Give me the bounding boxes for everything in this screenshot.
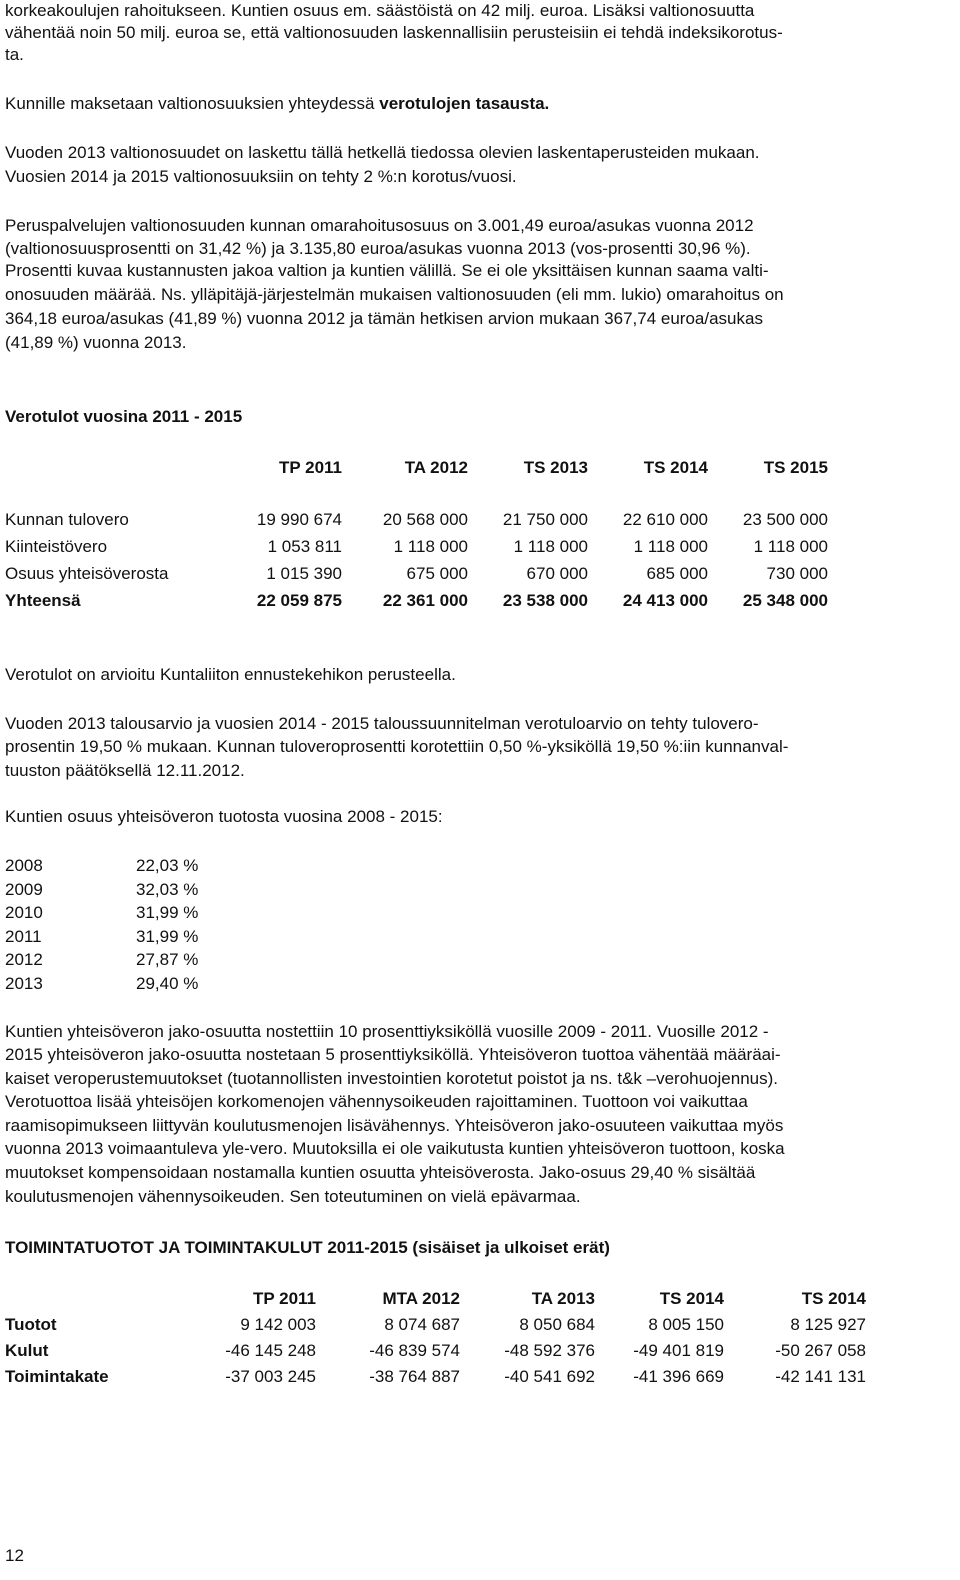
share-year: 2011	[5, 927, 42, 946]
share-year: 2009	[5, 880, 43, 899]
share-value: 31,99 %	[136, 903, 199, 922]
op-col-header: TS 2014	[659, 1289, 724, 1308]
share-value: 22,03 %	[136, 856, 199, 875]
paragraph-line: muutokset kompensoidaan nostamalla kuntien osuutta yhteisöverosta. Jako-osuus 29,40 % sisältää	[5, 1163, 756, 1182]
op-table-title: TOIMINTATUOTOT JA TOIMINTAKULUT 2011-2015 (sisäiset ja ulkoiset erät)	[5, 1238, 610, 1257]
table-total-cell: 22 059 875	[256, 591, 342, 610]
table-row-label: Tuotot	[5, 1315, 57, 1334]
table-total-label: Yhteensä	[5, 591, 81, 610]
paragraph-line: kaiset veroperustemuutokset (tuotannollisten investointien korotetut poistot ja ns. t&k –verohuojennus).	[5, 1069, 778, 1088]
table-cell: 1 118 000	[633, 537, 708, 556]
share-year: 2012	[5, 950, 43, 969]
paragraph-line: Vuoden 2013 talousarvio ja vuosien 2014 - 2015 taloussuunnitelman verotuloarvio on tehty tulovero-	[5, 714, 759, 733]
table-cell: -37 003 245	[225, 1367, 316, 1386]
paragraph-text: Kunnille maksetaan valtionosuuksien yhteydessä	[5, 94, 380, 113]
table-total-cell: 23 538 000	[502, 591, 588, 610]
table-cell: -42 141 131	[775, 1367, 866, 1386]
paragraph-line: vuonna 2013 voimaantuleva yle-vero. Muutoksilla ei ole vaikutusta kuntien yhteisöveron tuottoon, koska	[5, 1139, 785, 1158]
paragraph-line: Vuosien 2014 ja 2015 valtionosuuksiin on tehty 2 %:n korotus/vuosi.	[5, 167, 517, 186]
table-cell: -49 401 819	[633, 1341, 724, 1360]
tax-col-header: TS 2013	[523, 458, 588, 477]
op-col-header: TP 2011	[252, 1289, 316, 1308]
paragraph-line: tuuston päätöksellä 12.11.2012.	[5, 761, 245, 780]
table-total-cell: 24 413 000	[622, 591, 708, 610]
share-value: 27,87 %	[136, 950, 199, 969]
tax-col-header: TA 2012	[404, 458, 468, 477]
share-value: 32,03 %	[136, 880, 199, 899]
share-value: 31,99 %	[136, 927, 199, 946]
table-cell: 1 053 811	[267, 537, 342, 556]
paragraph-line: Kuntien yhteisöveron jako-osuutta nostettiin 10 prosenttiyksiköllä vuosille 2009 - 2011. Vuosille 2012 -	[5, 1022, 769, 1041]
paragraph-line: Vuoden 2013 valtionosuudet on laskettu tällä hetkellä tiedossa olevien laskentaperusteiden mukaan.	[5, 143, 760, 162]
tax-table-title: Verotulot vuosina 2011 - 2015	[5, 407, 243, 426]
table-cell: 19 990 674	[256, 510, 342, 529]
table-cell: 730 000	[766, 564, 828, 583]
table-cell: -48 592 376	[504, 1341, 595, 1360]
table-cell: 21 750 000	[502, 510, 588, 529]
table-cell: 675 000	[406, 564, 468, 583]
paragraph-line: (41,89 %) vuonna 2013.	[5, 333, 187, 352]
paragraph-line: koulutusmenojen vähennysoikeuden. Sen toteutuminen on vielä epävarmaa.	[5, 1187, 581, 1206]
share-year: 2010	[5, 903, 43, 922]
table-cell: 8 050 684	[519, 1315, 595, 1334]
table-cell: -46 145 248	[225, 1341, 316, 1360]
table-cell: 8 005 150	[648, 1315, 724, 1334]
table-cell: -46 839 574	[369, 1341, 460, 1360]
table-cell: -38 764 887	[369, 1367, 460, 1386]
op-col-header: TS 2014	[801, 1289, 866, 1308]
paragraph-line: prosentin 19,50 % mukaan. Kunnan tuloveroprosentti korotettiin 0,50 %-yksiköllä 19,50 %:iin kunnanval-	[5, 737, 789, 756]
paragraph-line: vähentää noin 50 milj. euroa se, että valtionosuuden laskennallisiin perusteisiin ei tehdä indeksikorotus-	[5, 23, 783, 42]
table-cell: -50 267 058	[775, 1341, 866, 1360]
tax-col-header: TS 2015	[763, 458, 828, 477]
table-cell: 9 142 003	[240, 1315, 316, 1334]
paragraph-line: raamisopimukseen liittyvän koulutusmenojen lisävähennys. Yhteisöveron jako-osuuteen vaikuttaa myös	[5, 1116, 784, 1135]
paragraph-line: onosuuden määrää. Ns. ylläpitäjä-järjestelmän mukaisen valtionosuuden (eli mm. lukio) omarahoitus on	[5, 285, 784, 304]
share-value: 29,40 %	[136, 974, 199, 993]
table-cell: 1 118 000	[513, 537, 588, 556]
table-total-cell: 22 361 000	[382, 591, 468, 610]
paragraph-line: Kuntien osuus yhteisöveron tuotosta vuosina 2008 - 2015:	[5, 807, 443, 826]
paragraph-line: (valtionosuusprosentti on 31,42 %) ja 3.135,80 euroa/asukas vuonna 2013 (vos-prosentti 30,96 %).	[5, 239, 751, 258]
paragraph-line: 364,18 euroa/asukas (41,89 %) vuonna 2012 ja tämän hetkisen arvion mukaan 367,74 euroa/asukas	[5, 309, 763, 328]
table-cell: -40 541 692	[504, 1367, 595, 1386]
paragraph-line: korkeakoulujen rahoitukseen. Kuntien osuus em. säästöistä on 42 milj. euroa. Lisäksi valtionosuutta	[5, 1, 755, 20]
page-number: 12	[5, 1546, 24, 1565]
paragraph-line: ta.	[5, 45, 24, 64]
table-cell: 670 000	[526, 564, 588, 583]
paragraph-line: Peruspalvelujen valtionosuuden kunnan omarahoitusosuus on 3.001,49 euroa/asukas vuonna 2012	[5, 216, 754, 235]
table-cell: 8 074 687	[384, 1315, 460, 1334]
table-cell: 23 500 000	[742, 510, 828, 529]
table-cell: 22 610 000	[622, 510, 708, 529]
table-cell: 20 568 000	[382, 510, 468, 529]
table-row-label: Kunnan tulovero	[5, 510, 129, 529]
paragraph-line: 2015 yhteisöveron jako-osuutta nostetaan 5 prosenttiyksiköllä. Yhteisöveron tuottoa vähentää määräai-	[5, 1045, 781, 1064]
table-total-cell: 25 348 000	[742, 591, 828, 610]
paragraph-line: Verotuottoa lisää yhteisöjen korkomenojen vähennysoikeuden rajoittaminen. Tuottoon voi vaikuttaa	[5, 1092, 748, 1111]
paragraph-line: Prosentti kuvaa kustannusten jakoa valtion ja kuntien välillä. Se ei ole yksittäisen kunnan saama valti-	[5, 261, 769, 280]
table-cell: 8 125 927	[790, 1315, 866, 1334]
paragraph-equalization	[5, 93, 549, 115]
op-col-header: MTA 2012	[382, 1289, 460, 1308]
table-cell: -41 396 669	[633, 1367, 724, 1386]
table-cell: 685 000	[646, 564, 708, 583]
table-row-label: Osuus yhteisöverosta	[5, 564, 169, 583]
table-cell: 1 118 000	[393, 537, 468, 556]
table-cell: 1 118 000	[753, 537, 828, 556]
table-cell: 1 015 390	[266, 564, 342, 583]
table-row-label: Kiinteistövero	[5, 537, 108, 556]
share-year: 2008	[5, 856, 43, 875]
paragraph-line: Verotulot on arvioitu Kuntaliiton ennustekehikon perusteella.	[5, 665, 456, 684]
table-row-label: Kulut	[5, 1341, 49, 1360]
tax-col-header: TS 2014	[643, 458, 708, 477]
bold-term: verotulojen tasausta.	[379, 94, 550, 113]
tax-col-header: TP 2011	[278, 458, 342, 477]
table-row-label: Toimintakate	[5, 1367, 109, 1386]
op-col-header: TA 2013	[531, 1289, 595, 1308]
share-year: 2013	[5, 974, 43, 993]
